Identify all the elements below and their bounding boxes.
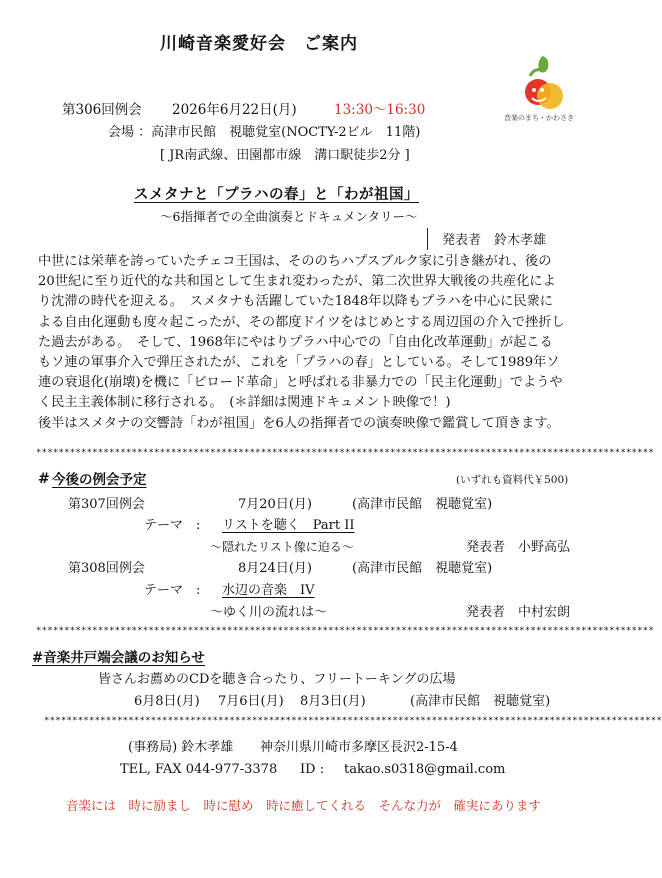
meeting-308-venue: (高津市民館 視聴覚室) bbox=[352, 561, 493, 576]
idobata-date: 7月6日(月) bbox=[218, 694, 284, 709]
fee-note: (いずれも資料代￥500) bbox=[456, 474, 569, 486]
meeting-307-number: 第307回例会 bbox=[68, 497, 145, 512]
meeting-308-theme-sub: ～ゆく川の流れは～ bbox=[210, 605, 328, 620]
meeting-308-date: 8月24日(月) bbox=[238, 561, 312, 576]
meeting-date: 2026年6月22日(月) bbox=[172, 102, 297, 118]
meeting-307-theme: リストを聴く Part II bbox=[222, 518, 355, 533]
idobata-date: 6月8日(月) bbox=[134, 694, 200, 709]
body-line: 連の衰退化(崩壊)を機に「ビロード革命」と呼ばれる非暴力での「民主化運動」でようや bbox=[38, 375, 563, 391]
contact-address: 神奈川県川崎市多摩区長沢2-15-4 bbox=[260, 740, 458, 755]
idobata-heading: #音楽井戸端会議のお知らせ bbox=[32, 650, 205, 666]
divider-bar bbox=[427, 228, 428, 250]
venue-line: 会場 ：高津市民館 視聴覚室(NOCTY-2ビル 11階) bbox=[108, 125, 421, 140]
meeting-308-presenter: 発表者 中村宏朗 bbox=[466, 605, 571, 620]
contact-id-label: ID : bbox=[300, 762, 325, 777]
body-line: り沈滞の時代を迎える。 スメタナも活躍していた1848年以降もプラハを中心に民衆に bbox=[38, 294, 553, 310]
body-line: 中世には栄華を誇っていたチェコ王国は、そののちハプスブルク家に引き継がれ、後の bbox=[38, 254, 552, 269]
body-line: 後半はスメタナの交響詩「わが祖国」を6人の指揮者での演奏映像で鑑賞して頂きます。 bbox=[38, 415, 560, 431]
meeting-time: 13:30～16:30 bbox=[334, 102, 426, 118]
logo bbox=[490, 52, 600, 132]
contact-phone: TEL, FAX 044-977-3378 bbox=[120, 762, 278, 777]
idobata-venue: (高津市民館 視聴覚室) bbox=[410, 694, 551, 709]
body-line: よる自由化運動も度々起こったが、その都度ドイツをはじめとする周辺国の介入で挫折し bbox=[38, 314, 565, 330]
meeting-307-theme-sub: ～隠れたリスト像に迫る～ bbox=[210, 540, 354, 554]
contact-office: (事務局) 鈴木孝雄 bbox=[128, 740, 234, 755]
idobata-description: 皆さんお薦めのCDを聴き合ったり、フリートーキングの広場 bbox=[98, 672, 456, 687]
contact-email: takao.s0318@gmail.com bbox=[344, 762, 506, 777]
logo-caption: 音楽のまち・かわさき bbox=[504, 114, 574, 122]
meeting-307-date: 7月20日(月) bbox=[238, 497, 312, 512]
lecture-title: スメタナと「プラハの春」と「わが祖国」 bbox=[134, 186, 419, 203]
music-city-logo-icon bbox=[490, 52, 600, 122]
body-line: く民主主義体制に移行される。 (＊詳細は関連ドキュメント映像で！) bbox=[38, 395, 451, 411]
separator-line: ************************************************************************************************************** bbox=[44, 716, 662, 726]
meeting-308-theme-label: テーマ : bbox=[144, 583, 201, 598]
schedule-heading: 今後の例会予定 bbox=[52, 472, 147, 488]
separator-line: ************************************************************************************************************** bbox=[36, 448, 655, 458]
body-line: もソ連の軍事介入で弾圧されたが、これを「プラハの春」としている。そして1989年ソ bbox=[38, 355, 560, 371]
meeting-307-theme-label: テーマ : bbox=[144, 518, 201, 533]
body-line: 20世紀に至り近代的な共和国として生まれ変わったが、第二次世界大戦後の共産化によ bbox=[38, 274, 556, 290]
schedule-heading-mark: # bbox=[38, 471, 50, 487]
document-title: 川崎音楽愛好会 ご案内 bbox=[160, 34, 358, 54]
idobata-date: 8月3日(月) bbox=[300, 694, 366, 709]
lecture-presenter: 発表者 鈴木孝雄 bbox=[442, 233, 547, 248]
lecture-body bbox=[38, 252, 565, 434]
access-line: [ JR南武線、田園都市線 溝口駅徒歩2分 ] bbox=[160, 148, 410, 163]
motto: 音楽には 時に励まし 時に慰め 時に癒してくれる そんな力が 確実にあります bbox=[66, 798, 542, 813]
body-line: た過去がある。 そして、1968年にやはりプラハ中心での「自由化改革運動」が起こる bbox=[38, 334, 553, 350]
meeting-308-theme: 水辺の音楽 IV bbox=[222, 583, 315, 598]
meeting-307-venue: (高津市民館 視聴覚室) bbox=[352, 497, 493, 512]
lecture-subtitle: ～6指揮者での全曲演奏とドキュメンタリー～ bbox=[160, 209, 418, 224]
meeting-307-presenter: 発表者 小野高弘 bbox=[466, 540, 571, 555]
meeting-number: 第306回例会 bbox=[62, 102, 142, 118]
meeting-308-number: 第308回例会 bbox=[68, 561, 145, 576]
separator-line: ************************************************************************************************************** bbox=[36, 626, 655, 636]
